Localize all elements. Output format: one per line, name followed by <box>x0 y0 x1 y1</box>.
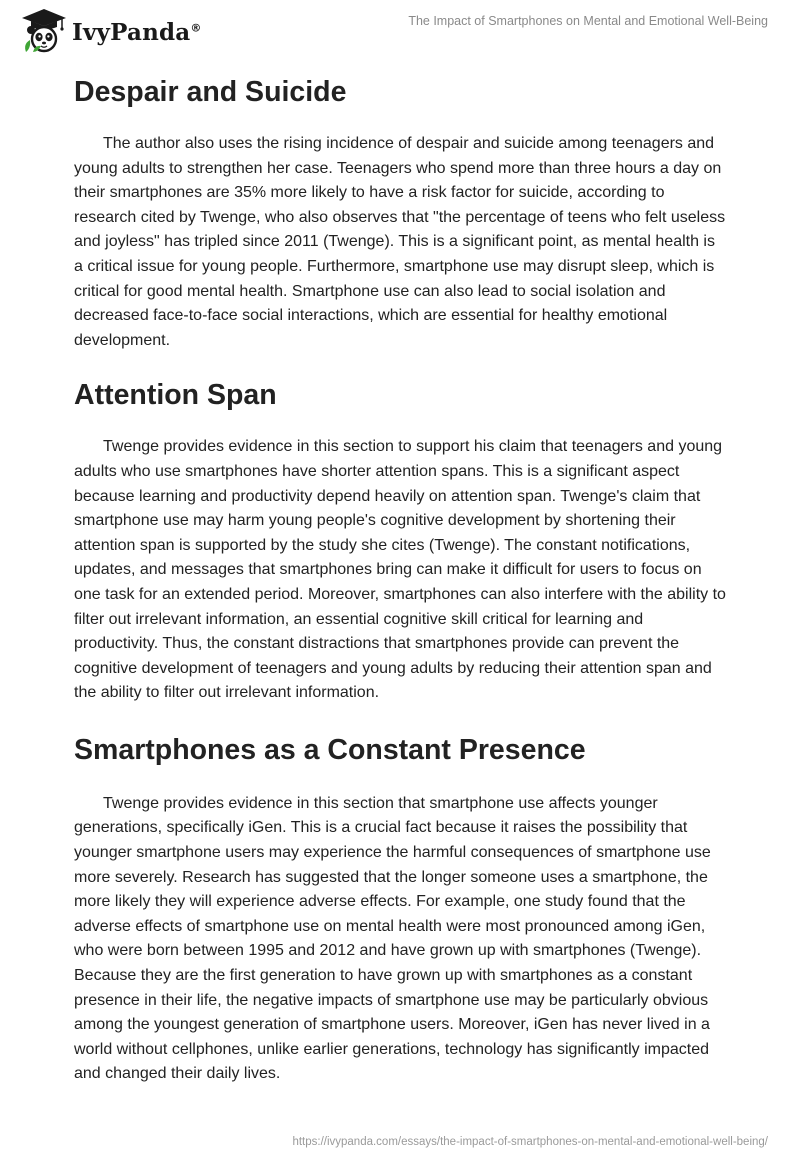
brand-name: IvyPanda® <box>72 18 202 46</box>
ivypanda-logo[interactable] <box>14 6 202 54</box>
essay-content <box>74 70 726 1087</box>
section-heading-constant-presence: Smartphones as a Constant Presence <box>74 733 586 766</box>
section-paragraph-attention-span: Twenge provides evidence in this section to support his claim that teenagers and young adults who use smartphones have shorter attention spans. This is a significant aspect because learning and productivity depend heavily on attention span. Twenge's claim that smartphone use may harm young people's cognitive development by shortening their attention span is supported by the study she cites (Twenge). The constant notifications, updates, and messages that smartphones bring can make it difficult for users to focus on one task for an extended period. Moreover, smartphones can also interfere with the ability to filter out irrelevant information, an essential cognitive skill critical for learning and productivity. Thus, the constant distractions that smartphones provide can prevent the cognitive development of teenagers and young adults by reducing their attention span and the ability to filter out irrelevant information. <box>74 438 726 702</box>
registered-mark: ® <box>190 20 202 34</box>
panda-graduate-icon <box>14 6 70 54</box>
document-title: The Impact of Smartphones on Mental and Emotional Well-Being <box>408 14 768 28</box>
source-url-link[interactable]: https://ivypanda.com/essays/the-impact-of-smartphones-on-mental-and-emotional-well-being/ <box>292 1136 768 1148</box>
section-heading-attention-span: Attention Span <box>74 379 277 412</box>
section-heading-despair-and-suicide: Despair and Suicide <box>74 76 347 108</box>
section-paragraph-constant-presence: Twenge provides evidence in this section that smartphone use affects younger generations, specifically iGen. This is a crucial fact because it raises the possibility that younger smartphone users may experience the harmful consequences of smartphone use more severely. Research has suggested that the longer someone uses a smartphone, the more likely they will experience adverse effects. For example, one study found that the adverse effects of smartphone use on mental health were most pronounced among iGen, who were born between 1995 and 2012 and have grown up with smartphones (Twenge). Because they are the first generation to have grown up with smartphones as a constant presence in their life, the negative impacts of smartphone use may be particularly obvious among the youngest generation of smartphone users. Moreover, iGen has never lived in a world without cellphones, unlike earlier generations, technology has significantly impacted and changed their daily lives. <box>74 794 711 1083</box>
section-paragraph-despair-and-suicide: The author also uses the rising incidence of despair and suicide among teenagers and young adults to strengthen her case. Teenagers who spend more than three hours a day on their smartphones are 35% more likely to have a risk factor for suicide, according to research cited by Twenge, who also observes that "the percentage of teens who felt useless and joyless" has tripled since 2011 (Twenge). This is a significant point, as mental health is a critical issue for young people. Furthermore, smartphone use may disrupt sleep, which is critical for good mental health. Smartphone use can also lead to social isolation and decreased face-to-face social interactions, which are essential for healthy emotional development. <box>74 135 726 349</box>
page-header <box>0 0 800 60</box>
